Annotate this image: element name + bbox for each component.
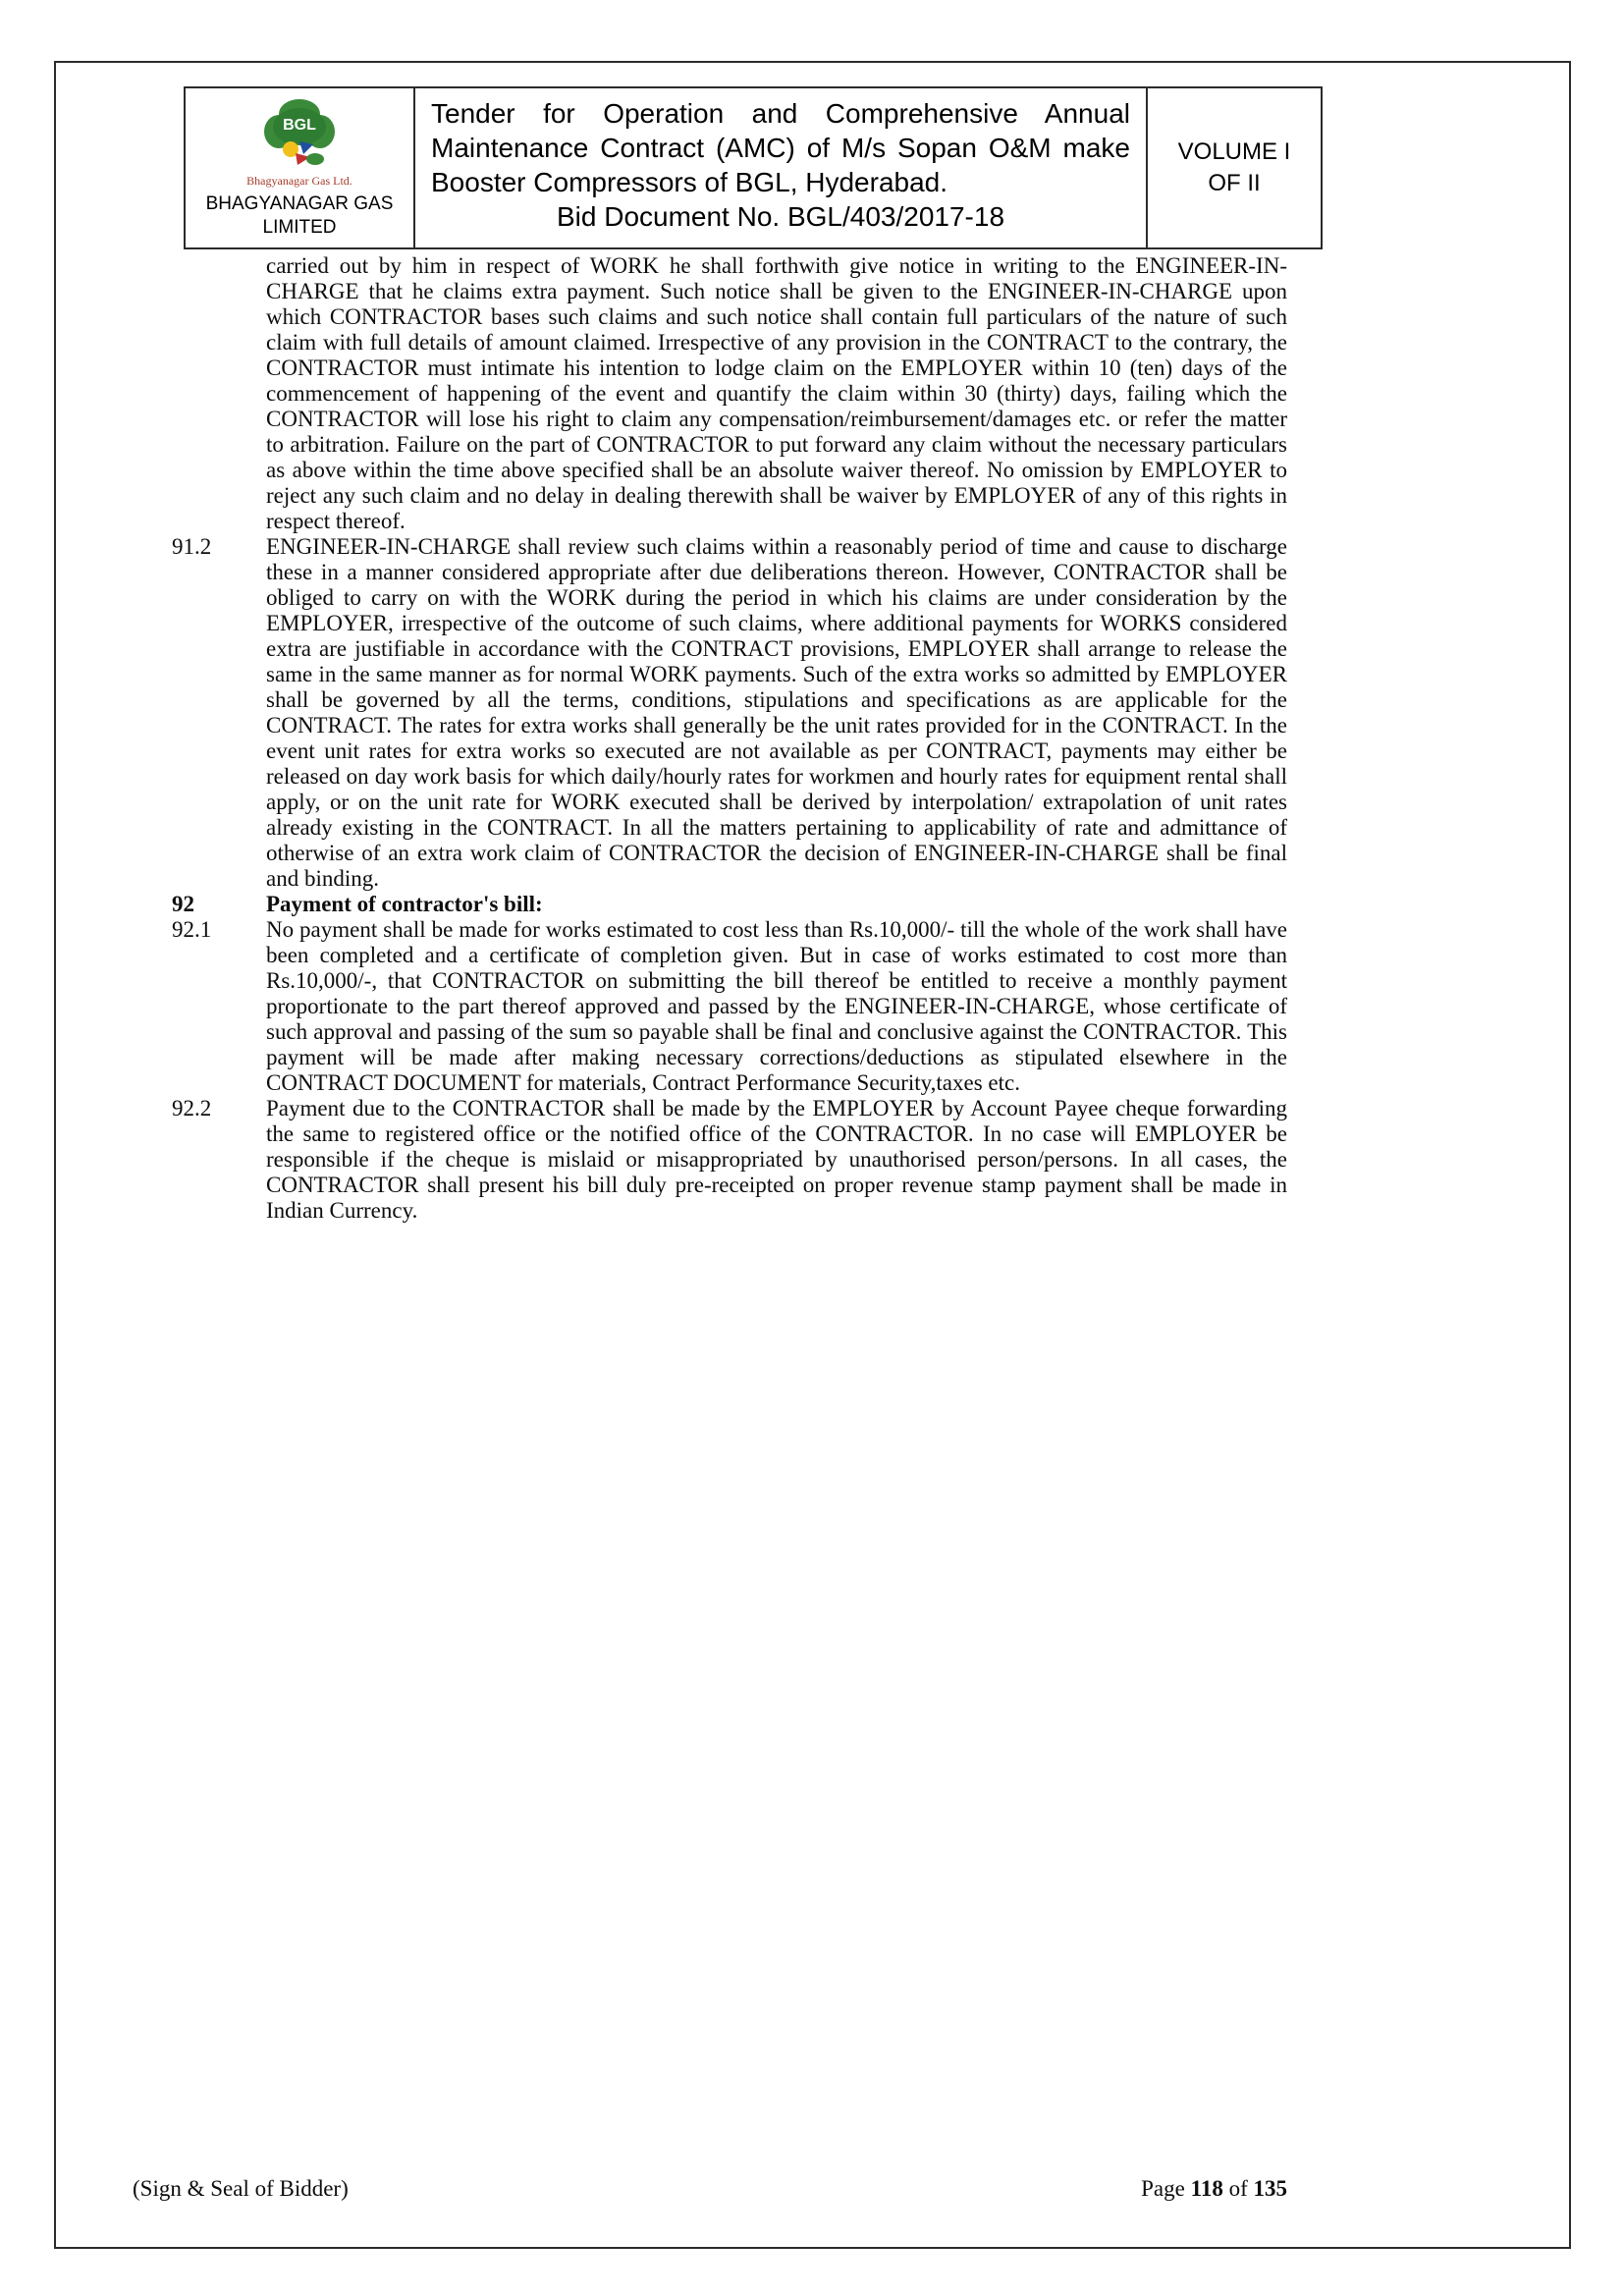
- page-word: Page: [1141, 2176, 1185, 2201]
- logo-acronym: BGL: [283, 117, 316, 134]
- clause-text: carried out by him in respect of WORK he shall forthwith give notice in writing to the ENGINEER-IN-CHARGE that he claims extra payment. Such notice shall be given to the ENGINEER-IN-CHARGE upon which CONTRACTOR bases such claims and such notice shall contain full particulars of the nature of such claim with full details of amount claimed. Irrespective of any provision in the CONTRACT to the contrary, the CONTRACTOR must intimate his intention to lodge claim on the EMPLOYER within 10 (ten) days of the commencement of happening of the event and quantify the claim within 30 (thirty) days, failing which the CONTRACTOR will lose his right to claim any compensation/reimbursement/damages etc. or refer the matter to arbitration. Failure on the part of CONTRACTOR to put forward any claim without the necessary particulars as above within the time above specified shall be an absolute waiver thereof. No omission by EMPLOYER to reject any such claim and no delay in dealing therewith shall be waiver by EMPLOYER of any of this rights in respect thereof.: [266, 253, 1287, 533]
- bgl-flower-shape: [264, 99, 335, 165]
- bgl-logo-icon: [252, 94, 347, 173]
- page-footer: [133, 2176, 1287, 2202]
- bid-document-number: Bid Document No. BGL/403/2017-18: [556, 201, 1005, 232]
- clause-continuation: [172, 253, 1287, 534]
- volume-label-line1: VOLUME I: [1177, 138, 1291, 165]
- clause-number: 92: [172, 892, 194, 916]
- document-header: [184, 86, 1323, 249]
- clause-number: 92.1: [172, 917, 212, 942]
- logo-subtext: Bhagyanagar Gas Ltd.: [246, 174, 352, 188]
- clause-92-heading: [172, 892, 1287, 917]
- clause-text: Payment due to the CONTRACTOR shall be made by the EMPLOYER by Account Payee cheque forwarding the same to registered office or the notified office of the CONTRACTOR. In no case will EMPLOYER be responsible if the cheque is mislaid or misappropriated by unauthorised person/persons. In all cases, the CONTRACTOR shall present his bill duly pre-receipted on proper revenue stamp payment shall be made in Indian Currency.: [266, 1096, 1287, 1223]
- volume-cell: [1148, 88, 1321, 247]
- document-body: [172, 253, 1287, 1224]
- page-number: 118: [1190, 2176, 1223, 2201]
- volume-label-line2: OF II: [1208, 170, 1261, 196]
- of-word: of: [1228, 2176, 1248, 2201]
- organization-name: BHAGYANAGAR GAS LIMITED: [205, 193, 394, 238]
- title-cell: [413, 88, 1148, 247]
- clause-heading: Payment of contractor's bill:: [266, 892, 543, 916]
- clause-91-2: [172, 534, 1287, 892]
- clause-text: ENGINEER-IN-CHARGE shall review such claims within a reasonably period of time and cause to discharge these in a manner considered appropriate after due deliberations thereon. However, CONTRACTOR shall be obliged to carry on with the WORK during the period in which his claims are under consideration by the EMPLOYER, irrespective of the outcome of such claims, where additional payments for WORKS considered extra are justifiable in accordance with the CONTRACT provisions, EMPLOYER shall arrange to release the same in the same manner as for normal WORK payments. Such of the extra works so admitted by EMPLOYER shall be governed by all the terms, conditions, stipulations and specifications as are applicable for the CONTRACT. The rates for extra works shall generally be the unit rates provided for in the CONTRACT. In the event unit rates for extra works so executed are not available as per CONTRACT, payments may either be released on day work basis for which daily/hourly rates for workmen and hourly rates for equipment rental shall apply, or on the unit rate for WORK executed shall be derived by interpolation/ extrapolation of unit rates already existing in the CONTRACT. In all the matters pertaining to applicability of rate and admittance of otherwise of an extra work claim of CONTRACTOR the decision of ENGINEER-IN-CHARGE shall be final and binding.: [266, 534, 1287, 891]
- clause-number: 92.2: [172, 1096, 212, 1121]
- clause-number: [172, 253, 266, 534]
- page-indicator: [1141, 2176, 1287, 2202]
- sign-seal-label: (Sign & Seal of Bidder): [133, 2176, 349, 2201]
- clause-text: No payment shall be made for works estimated to cost less than Rs.10,000/- till the whole of the work shall have been completed and a certificate of completion given. But in case of works estimated to cost more than Rs.10,000/-, that CONTRACTOR on submitting the bill thereof be entitled to receive a monthly payment proportionate to the part thereof approved and passed by the ENGINEER-IN-CHARGE, whose certificate of such approval and passing of the sum so payable shall be final and conclusive against the CONTRACTOR. This payment will be made after making necessary corrections/deductions as stipulated elsewhere in the CONTRACT DOCUMENT for materials, Contract Performance Security,taxes etc.: [266, 917, 1287, 1095]
- logo-cell: [186, 88, 413, 247]
- clause-92-2: [172, 1096, 1287, 1224]
- clause-92-1: [172, 917, 1287, 1096]
- clause-number: 91.2: [172, 534, 212, 559]
- tender-title: Tender for Operation and Comprehensive Annual Maintenance Contract (AMC) of M/s Sopan O&M make Booster Compressors of BGL, Hyderabad.: [431, 98, 1130, 197]
- total-pages: 135: [1253, 2176, 1287, 2201]
